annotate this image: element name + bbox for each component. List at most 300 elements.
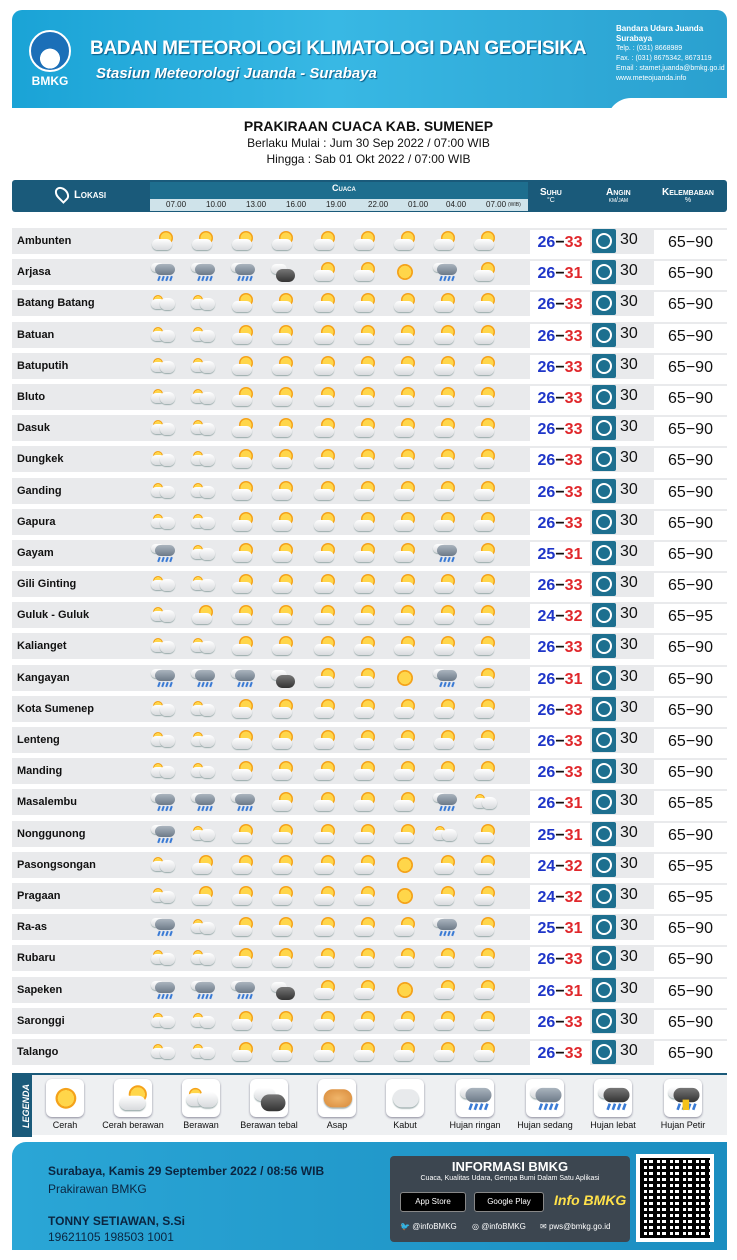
legend-label-text: Hujan Petir	[660, 1120, 706, 1130]
header-hours	[150, 199, 528, 211]
hour-label: 10.00	[206, 200, 227, 209]
temperature-range: 25−31	[530, 916, 590, 942]
temp-max: 32	[564, 608, 583, 626]
weather-icon	[472, 542, 498, 564]
temp-max: 31	[564, 826, 583, 844]
temperature-range: 26−33	[530, 760, 590, 786]
weather-icon	[190, 635, 216, 657]
weather-icon	[432, 885, 458, 907]
weather-icon	[190, 698, 216, 720]
weather-icon	[270, 698, 296, 720]
temperature-range: 26−33	[530, 729, 590, 755]
email-contact[interactable]: ✉ pws@bmkg.go.id	[540, 1222, 611, 1231]
temperature-range: 26−33	[530, 511, 590, 537]
weather-icon	[230, 480, 256, 502]
weather-icon	[432, 261, 458, 283]
weather-icon	[150, 324, 176, 346]
weather-icon	[312, 791, 338, 813]
weather-icon	[230, 511, 256, 533]
info-title: INFORMASI BMKG	[451, 1159, 569, 1174]
wind-speed: 30	[620, 698, 638, 716]
weather-icon	[352, 760, 378, 782]
weather-icon	[472, 760, 498, 782]
info-bmkg-panel	[390, 1156, 630, 1242]
temp-min: 26	[537, 639, 556, 657]
temp-max: 33	[564, 1044, 583, 1062]
temp-min: 26	[537, 982, 556, 1000]
weather-icon	[392, 1010, 418, 1032]
table-row	[12, 1006, 727, 1037]
weather-icon	[270, 667, 296, 689]
wind-direction-icon	[592, 666, 616, 690]
weather-icon	[392, 885, 418, 907]
weather-icon	[312, 760, 338, 782]
temp-min: 26	[537, 1044, 556, 1062]
weather-icon	[432, 667, 458, 689]
weather-icon	[270, 635, 296, 657]
weather-icon	[312, 511, 338, 533]
location-name: Pragaan	[17, 889, 61, 902]
table-row	[12, 507, 727, 538]
humidity-range: 65−90	[654, 542, 727, 568]
humidity-range: 65−90	[654, 386, 727, 412]
table-row	[12, 569, 727, 600]
weather-icon	[472, 417, 498, 439]
location-name: Kangayan	[17, 671, 70, 684]
weather-icon	[190, 261, 216, 283]
humidity-range: 65−95	[654, 885, 727, 911]
temp-max: 33	[564, 421, 583, 439]
weather-icon	[352, 729, 378, 751]
temp-min: 25	[537, 826, 556, 844]
legend-item	[234, 1079, 304, 1130]
weather-icon	[352, 635, 378, 657]
bmkg-logo: BMKG	[26, 30, 74, 94]
temp-min: 24	[537, 857, 556, 875]
weather-icon	[230, 667, 256, 689]
weather-icon	[150, 885, 176, 907]
wind-speed: 30	[620, 979, 638, 997]
weather-icon	[270, 947, 296, 969]
humidity-range: 65−90	[654, 417, 727, 443]
weather-icon	[312, 480, 338, 502]
weather-icon	[472, 448, 498, 470]
valid-until: Hingga : Sab 01 Okt 2022 / 07:00 WIB	[266, 152, 471, 166]
temp-max: 33	[564, 1013, 583, 1031]
temp-max: 31	[564, 265, 583, 283]
weather-icon	[270, 854, 296, 876]
wind-speed: 30	[620, 262, 638, 280]
weather-icon	[472, 292, 498, 314]
wind-speed: 30	[620, 636, 638, 654]
wind-direction-icon	[592, 978, 616, 1002]
weather-icon	[150, 355, 176, 377]
header-kelembaban: Kelembaban %	[662, 187, 714, 204]
weather-icon	[472, 885, 498, 907]
weather-icon	[230, 604, 256, 626]
wind-direction-icon	[592, 416, 616, 440]
weather-icon	[190, 729, 216, 751]
weather-icon	[312, 355, 338, 377]
weather-icon	[472, 979, 498, 1001]
weather-icon	[392, 916, 418, 938]
weather-icon	[432, 480, 458, 502]
legend-label-text: Asap	[326, 1120, 348, 1130]
wind-speed: 30	[620, 854, 638, 872]
weather-icon	[150, 292, 176, 314]
temp-min: 25	[537, 545, 556, 563]
weather-icon	[190, 823, 216, 845]
weather-icon	[352, 854, 378, 876]
weather-icon	[392, 573, 418, 595]
header-lokasi: Lokasi	[74, 189, 107, 201]
legend-icon	[46, 1079, 84, 1117]
weather-icon	[270, 292, 296, 314]
weather-icon	[312, 542, 338, 564]
weather-icon	[472, 698, 498, 720]
weather-icon	[472, 823, 498, 845]
hour-label: 07.00	[166, 200, 187, 209]
issue-date: Surabaya, Kamis 29 September 2022 / 08:56 WIB	[48, 1164, 325, 1178]
weather-icon	[312, 1041, 338, 1063]
weather-icon	[230, 854, 256, 876]
weather-icon	[392, 823, 418, 845]
temp-max: 33	[564, 483, 583, 501]
info-bmkg-brand: Info BMKG	[554, 1192, 627, 1208]
legend-item	[440, 1079, 510, 1130]
table-row	[12, 1037, 727, 1068]
weather-icon	[392, 230, 418, 252]
legend-label-text: Hujan lebat	[590, 1120, 636, 1130]
wind-speed: 30	[620, 542, 638, 560]
weather-icon	[150, 729, 176, 751]
table-row	[12, 600, 727, 631]
weather-icon	[150, 573, 176, 595]
table-row	[12, 288, 727, 319]
legend-item	[578, 1079, 648, 1130]
temperature-range: 25−31	[530, 823, 590, 849]
temp-min: 24	[537, 888, 556, 906]
temp-min: 26	[537, 764, 556, 782]
wind-direction-icon	[592, 884, 616, 908]
location-name: Batang Batang	[17, 297, 95, 310]
weather-icon	[432, 979, 458, 1001]
table-row	[12, 320, 727, 351]
weather-icon	[230, 448, 256, 470]
weather-icon	[190, 448, 216, 470]
legend-item	[302, 1079, 372, 1130]
weather-icon	[432, 729, 458, 751]
wind-direction-icon	[592, 728, 616, 752]
instagram-handle[interactable]: ◎ @infoBMKG	[472, 1222, 526, 1231]
weather-icon	[270, 823, 296, 845]
wind-speed: 30	[620, 355, 638, 373]
qr-code	[636, 1154, 714, 1242]
table-row	[12, 912, 727, 943]
legend-icon	[318, 1079, 356, 1117]
humidity-range: 65−90	[654, 448, 727, 474]
weather-icon	[472, 573, 498, 595]
weather-icon	[472, 355, 498, 377]
legend-label-text: Cerah	[52, 1120, 78, 1130]
weather-icon	[190, 230, 216, 252]
location-name: Guluk - Guluk	[17, 609, 90, 622]
weather-icon	[230, 791, 256, 813]
wind-speed: 30	[620, 823, 638, 841]
weather-icon	[270, 355, 296, 377]
weather-icon	[230, 417, 256, 439]
temp-max: 33	[564, 951, 583, 969]
weather-icon	[432, 448, 458, 470]
weather-icon	[150, 604, 176, 626]
wind-speed: 30	[620, 1010, 638, 1028]
app-store-button[interactable]: App Store	[400, 1192, 466, 1212]
weather-icon	[352, 230, 378, 252]
legend-label-text: Hujan sedang	[517, 1120, 573, 1130]
weather-icon	[190, 604, 216, 626]
weather-icon	[432, 511, 458, 533]
weather-icon	[150, 511, 176, 533]
temp-min: 26	[537, 951, 556, 969]
weather-icon	[312, 635, 338, 657]
weather-icon	[270, 448, 296, 470]
weather-icon	[352, 604, 378, 626]
weather-icon	[312, 1010, 338, 1032]
weather-icon	[150, 386, 176, 408]
temp-max: 33	[564, 701, 583, 719]
weather-icon	[270, 230, 296, 252]
weather-icon	[352, 791, 378, 813]
weather-icon	[352, 979, 378, 1001]
weather-icon	[190, 979, 216, 1001]
weather-icon	[392, 542, 418, 564]
table-row	[12, 382, 727, 413]
table-row	[12, 819, 727, 850]
temperature-range: 26−31	[530, 979, 590, 1005]
table-row	[12, 850, 727, 881]
weather-icon	[392, 729, 418, 751]
location-name: Ganding	[17, 484, 62, 497]
location-name: Masalembu	[17, 796, 77, 809]
weather-icon	[312, 230, 338, 252]
weather-icon	[190, 542, 216, 564]
weather-icon	[392, 511, 418, 533]
weather-icon	[352, 885, 378, 907]
info-subtitle: Cuaca, Kualitas Udara, Gempa Bumi Dalam Satu Aplikasi	[420, 1175, 600, 1182]
temp-min: 26	[537, 670, 556, 688]
weather-icon	[352, 386, 378, 408]
weather-icon	[312, 448, 338, 470]
header-suhu: Suhu °C	[540, 187, 562, 204]
table-row	[12, 694, 727, 725]
temperature-range: 26−33	[530, 1041, 590, 1067]
temp-max: 32	[564, 857, 583, 875]
location-name: Manding	[17, 765, 63, 778]
temperature-range: 26−33	[530, 573, 590, 599]
humidity-range: 65−90	[654, 355, 727, 381]
table-row	[12, 943, 727, 974]
weather-icon	[270, 480, 296, 502]
table-row	[12, 351, 727, 382]
location-name: Batuan	[17, 328, 55, 341]
legend-icon	[456, 1079, 494, 1117]
weather-icon	[150, 542, 176, 564]
wind-speed: 30	[620, 730, 638, 747]
hour-label: 19.00	[326, 200, 347, 209]
header-cuaca: Cuaca	[332, 183, 356, 193]
weather-icon	[150, 480, 176, 502]
weather-icon	[312, 667, 338, 689]
humidity-range: 65−90	[654, 324, 727, 350]
weather-icon	[352, 916, 378, 938]
temperature-range: 26−33	[530, 947, 590, 973]
legend-label-text: Hujan ringan	[449, 1120, 501, 1130]
weather-icon	[392, 292, 418, 314]
wind-speed: 30	[620, 574, 638, 592]
temp-max: 33	[564, 389, 583, 407]
wind-direction-icon	[592, 323, 616, 347]
temp-max: 33	[564, 452, 583, 470]
weather-icon	[150, 698, 176, 720]
weather-icon	[432, 542, 458, 564]
forecaster-nip: 19621105 198503 1001	[48, 1230, 174, 1244]
humidity-range: 65−95	[654, 854, 727, 880]
weather-icon	[472, 729, 498, 751]
temperature-range: 26−33	[530, 355, 590, 381]
weather-icon	[352, 542, 378, 564]
weather-icon	[392, 448, 418, 470]
table-row	[12, 413, 727, 444]
twitter-handle[interactable]: 🐦 @infoBMKG	[400, 1222, 457, 1231]
wind-direction-icon	[592, 697, 616, 721]
location-name: Dungkek	[17, 453, 64, 466]
agency-title: BADAN METEOROLOGI KLIMATOLOGI DAN GEOFISIKA	[90, 38, 587, 59]
weather-icon	[432, 635, 458, 657]
location-name: Pasongsongan	[17, 858, 96, 871]
temp-max: 33	[564, 577, 583, 595]
location-name: Ra-as	[17, 921, 47, 934]
weather-icon	[312, 947, 338, 969]
weather-icon	[472, 1041, 498, 1063]
weather-icon	[270, 1041, 296, 1063]
weather-icon	[230, 573, 256, 595]
temp-max: 31	[564, 795, 583, 813]
legend-icon	[386, 1079, 424, 1117]
table-row	[12, 257, 727, 288]
temp-max: 31	[564, 982, 583, 1000]
temperature-range: 26−33	[530, 417, 590, 443]
wind-speed: 30	[620, 917, 638, 935]
temperature-range: 26−33	[530, 1010, 590, 1036]
valid-from: Berlaku Mulai : Jum 30 Sep 2022 / 07:00 WIB	[247, 136, 490, 150]
weather-icon	[230, 292, 256, 314]
table-row	[12, 538, 727, 569]
legend-label-text: Berawan tebal	[240, 1120, 298, 1130]
weather-icon	[392, 947, 418, 969]
weather-icon	[312, 324, 338, 346]
forecast-table	[12, 226, 727, 1068]
temp-min: 25	[537, 920, 556, 938]
humidity-range: 65−90	[654, 1041, 727, 1067]
humidity-range: 65−90	[654, 261, 727, 287]
weather-icon	[150, 417, 176, 439]
weather-icon	[230, 1041, 256, 1063]
weather-icon	[432, 292, 458, 314]
weather-icon	[392, 635, 418, 657]
weather-icon	[432, 760, 458, 782]
wind-direction-icon	[592, 572, 616, 596]
weather-icon	[392, 386, 418, 408]
weather-icon	[472, 1010, 498, 1032]
temp-min: 26	[537, 514, 556, 532]
location-name: Gayam	[17, 546, 54, 559]
weather-icon	[190, 760, 216, 782]
weather-icon	[432, 1041, 458, 1063]
location-name: Saronggi	[17, 1014, 65, 1027]
weather-icon	[352, 947, 378, 969]
weather-icon	[270, 1010, 296, 1032]
weather-icon	[190, 355, 216, 377]
weather-icon	[432, 386, 458, 408]
wind-speed: 30	[620, 1041, 638, 1059]
weather-icon	[230, 386, 256, 408]
legend-icon	[526, 1079, 564, 1117]
weather-icon	[270, 417, 296, 439]
weather-icon	[230, 324, 256, 346]
header-banner	[12, 10, 727, 108]
humidity-range: 65−90	[654, 979, 727, 1005]
table-row	[12, 787, 727, 818]
weather-icon	[312, 729, 338, 751]
google-play-button[interactable]: Google Play	[474, 1192, 544, 1212]
temp-max: 33	[564, 764, 583, 782]
weather-icon	[392, 355, 418, 377]
weather-icon	[312, 698, 338, 720]
temp-min: 26	[537, 421, 556, 439]
weather-icon	[352, 480, 378, 502]
wind-speed: 30	[620, 948, 638, 966]
temp-max: 32	[564, 888, 583, 906]
wind-direction-icon	[592, 822, 616, 846]
weather-icon	[392, 324, 418, 346]
temp-min: 26	[537, 483, 556, 501]
wind-direction-icon	[592, 1009, 616, 1033]
forecaster-role: Prakirawan BMKG	[48, 1182, 147, 1196]
temperature-range: 26−31	[530, 791, 590, 817]
location-name: Batuputih	[17, 359, 69, 372]
forecaster-name: TONNY SETIAWAN, S.Si	[48, 1214, 185, 1228]
legend-item	[30, 1079, 100, 1130]
temperature-range: 26−31	[530, 261, 590, 287]
weather-icon	[472, 635, 498, 657]
weather-icon	[312, 386, 338, 408]
wind-direction-icon	[592, 759, 616, 783]
weather-icon	[472, 916, 498, 938]
location-name: Bluto	[17, 390, 46, 403]
legend-icon	[114, 1079, 152, 1117]
weather-icon	[472, 511, 498, 533]
hour-unit: (WIB)	[508, 202, 521, 208]
weather-icon	[230, 355, 256, 377]
weather-icon	[150, 667, 176, 689]
legend-item	[370, 1079, 440, 1130]
temp-max: 33	[564, 733, 583, 750]
weather-icon	[392, 760, 418, 782]
table-row	[12, 444, 727, 475]
weather-icon	[270, 261, 296, 283]
hour-label: 22.00	[368, 200, 389, 209]
weather-icon	[312, 573, 338, 595]
